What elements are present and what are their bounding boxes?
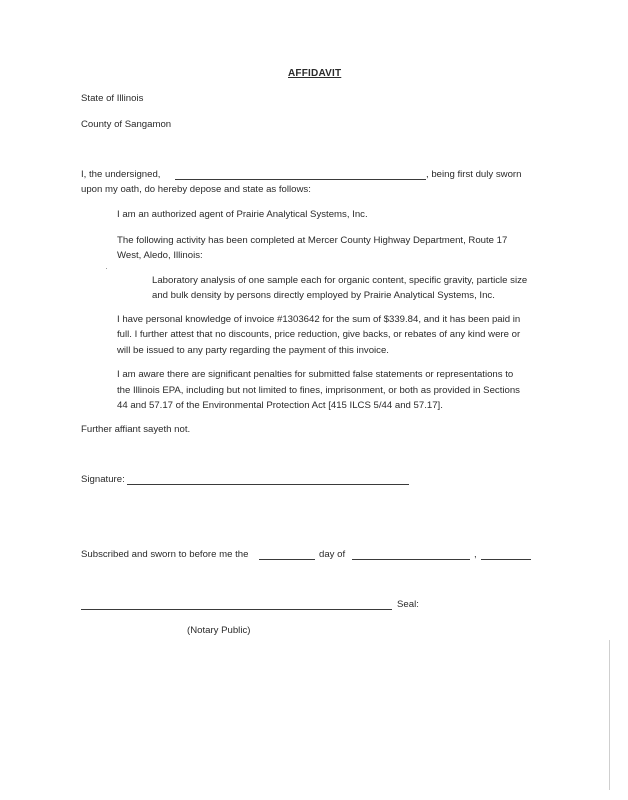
state-line: State of Illinois <box>81 93 144 104</box>
signature-line[interactable] <box>127 484 409 485</box>
subscribed-comma: , <box>474 549 477 560</box>
penalties-line-2: the Illinois EPA, including but not limited to fines, imprisonment, or both as provided in Sections <box>117 385 520 396</box>
invoice-line-2: full. I further attest that no discounts, price reduction, give backs, or rebates of any kind were or <box>117 329 521 340</box>
signature-label: Signature: <box>81 474 125 485</box>
county-line: County of Sangamon <box>81 119 172 130</box>
subscribed-part-2: day of <box>319 549 346 560</box>
penalties-line-3: 44 and 57.17 of the Environmental Protection Act [415 ILCS 5/44 and 57.17]. <box>117 400 443 411</box>
year-blank[interactable] <box>481 559 531 560</box>
activity-line-1: The following activity has been completed at Mercer County Highway Department, Route 17 <box>117 235 508 246</box>
intro-prefix: I, the undersigned, <box>81 169 161 180</box>
activity-detail-line-1: Laboratory analysis of one sample each for organic content, specific gravity, particle size <box>152 275 528 286</box>
agent-paragraph: I am an authorized agent of Prairie Analytical Systems, Inc. <box>117 209 368 220</box>
undersigned-name-blank <box>175 179 426 180</box>
subscribed-part-1: Subscribed and sworn to before me the <box>81 549 249 560</box>
day-blank[interactable] <box>259 559 315 560</box>
seal-label: Seal: <box>397 599 419 610</box>
closing-statement: Further affiant sayeth not. <box>81 424 191 435</box>
intro-suffix: , being first duly sworn <box>426 169 522 180</box>
document-title: AFFIDAVIT <box>288 68 342 79</box>
notary-public-label: (Notary Public) <box>187 625 251 636</box>
intro-line-2: upon my oath, do hereby depose and state as follows: <box>81 184 311 195</box>
penalties-line-1: I am aware there are significant penalties for submitted false statements or representations to <box>117 369 514 380</box>
scan-speck <box>106 268 107 269</box>
activity-detail-line-2: and bulk density by persons directly employed by Prairie Analytical Systems, Inc. <box>152 290 495 301</box>
scan-edge-mark <box>609 640 610 790</box>
notary-signature-line[interactable] <box>81 609 392 610</box>
activity-line-2: West, Aledo, Illinois: <box>117 250 203 261</box>
invoice-line-3: will be issued to any party regarding the payment of this invoice. <box>117 345 389 356</box>
month-blank[interactable] <box>352 559 470 560</box>
invoice-line-1: I have personal knowledge of invoice #1303642 for the sum of $339.84, and it has been paid in <box>117 314 521 325</box>
